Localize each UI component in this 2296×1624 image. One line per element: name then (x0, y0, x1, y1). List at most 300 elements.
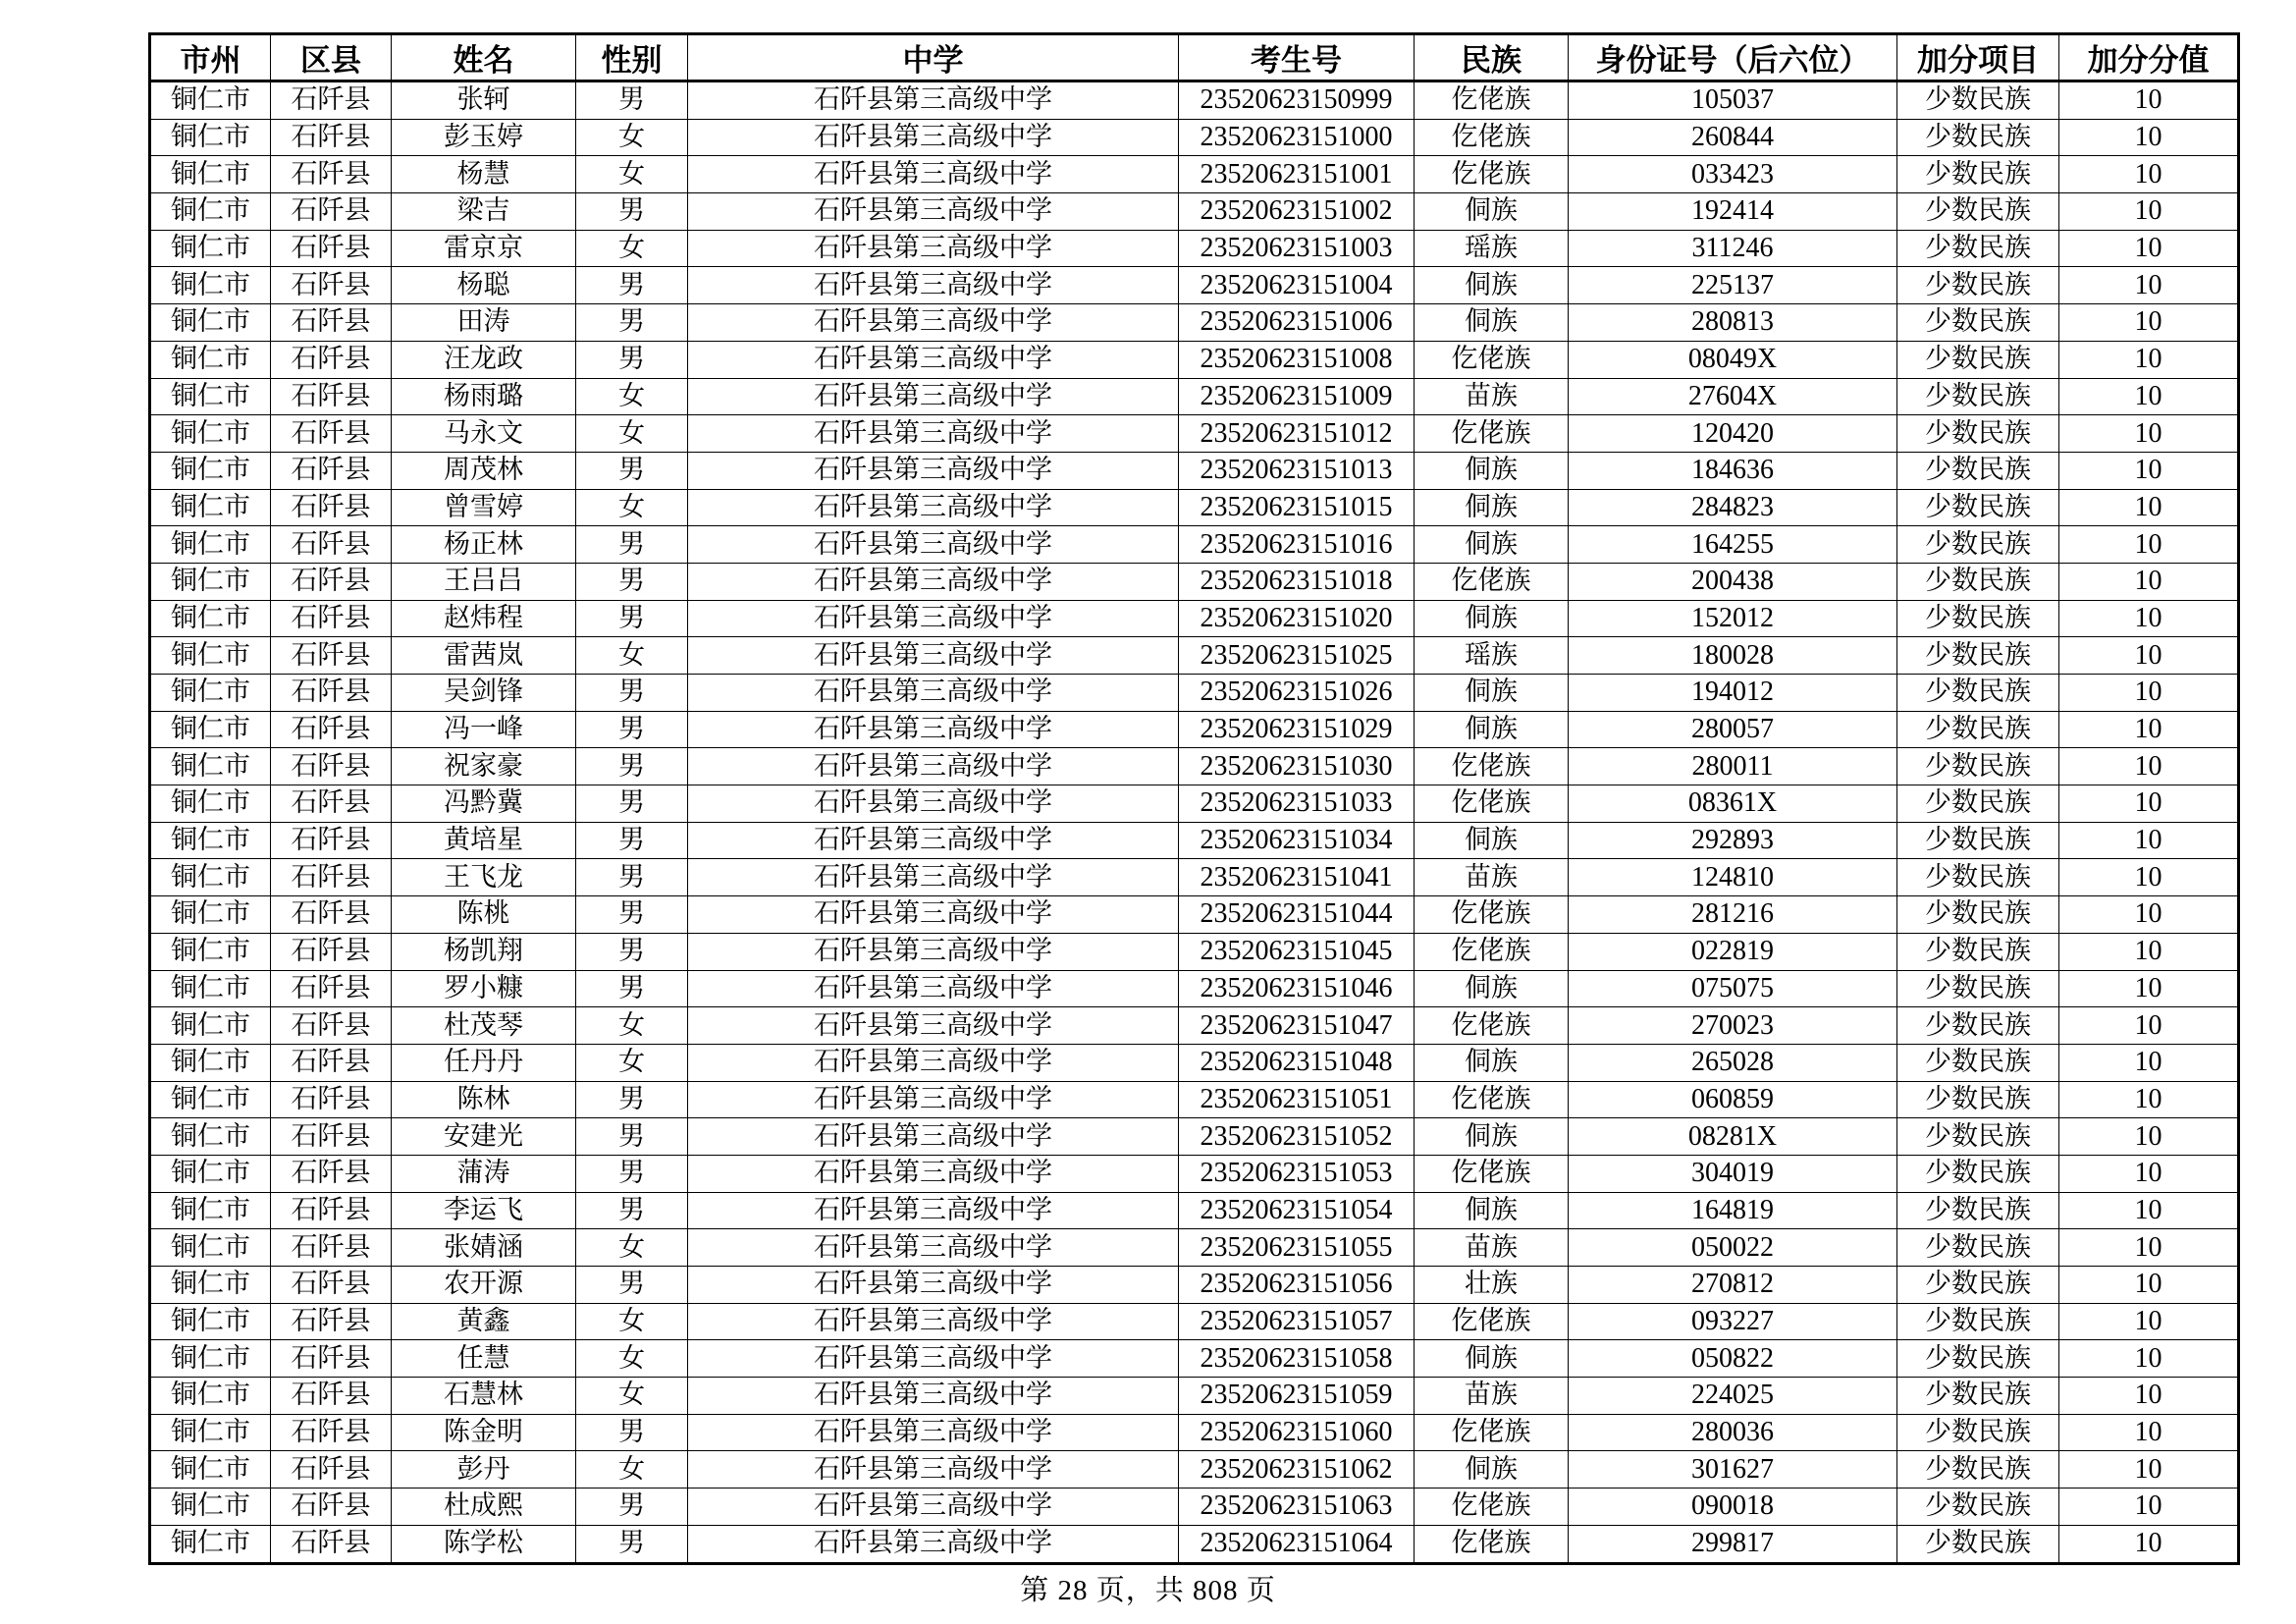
table-row (150, 675, 2239, 712)
cell-ethnicity: 仡佬族 (1415, 415, 1569, 453)
cell-county: 石阡县 (271, 1007, 392, 1045)
cell-exam-number: 23520623151055 (1179, 1229, 1415, 1267)
cell-county: 石阡县 (271, 970, 392, 1007)
cell-county: 石阡县 (271, 1525, 392, 1563)
cell-name: 雷茜岚 (392, 637, 576, 675)
cell-county: 石阡县 (271, 1451, 392, 1489)
cell-bonus-item: 少数民族 (1897, 1081, 2059, 1118)
cell-school: 石阡县第三高级中学 (688, 1192, 1179, 1229)
cell-bonus-item: 少数民族 (1897, 1155, 2059, 1192)
cell-gender: 男 (576, 267, 688, 304)
cell-id-last-six: 292893 (1569, 822, 1897, 859)
cell-bonus-item: 少数民族 (1897, 1378, 2059, 1415)
cell-school: 石阡县第三高级中学 (688, 1489, 1179, 1526)
cell-bonus-value: 10 (2059, 119, 2239, 156)
cell-exam-number: 23520623151056 (1179, 1267, 1415, 1304)
cell-city: 铜仁市 (150, 1414, 271, 1451)
cell-gender: 女 (576, 489, 688, 526)
table-row (150, 341, 2239, 378)
cell-city: 铜仁市 (150, 267, 271, 304)
cell-name: 陈林 (392, 1081, 576, 1118)
cell-city: 铜仁市 (150, 1192, 271, 1229)
cell-gender: 女 (576, 1340, 688, 1378)
cell-city: 铜仁市 (150, 119, 271, 156)
cell-city: 铜仁市 (150, 1303, 271, 1340)
cell-exam-number: 23520623151063 (1179, 1489, 1415, 1526)
cell-school: 石阡县第三高级中学 (688, 193, 1179, 231)
table-row (150, 822, 2239, 859)
cell-id-last-six: 090018 (1569, 1489, 1897, 1526)
cell-exam-number: 23520623151045 (1179, 933, 1415, 970)
table-row (150, 1229, 2239, 1267)
cell-gender: 男 (576, 711, 688, 748)
cell-city: 铜仁市 (150, 563, 271, 600)
cell-county: 石阡县 (271, 1155, 392, 1192)
cell-id-last-six: 280011 (1569, 748, 1897, 785)
table-row (150, 489, 2239, 526)
cell-name: 吴剑锋 (392, 675, 576, 712)
cell-exam-number: 23520623151057 (1179, 1303, 1415, 1340)
cell-county: 石阡县 (271, 600, 392, 637)
cell-ethnicity: 仡佬族 (1415, 119, 1569, 156)
cell-exam-number: 23520623151012 (1179, 415, 1415, 453)
cell-bonus-value: 10 (2059, 1451, 2239, 1489)
cell-school: 石阡县第三高级中学 (688, 1229, 1179, 1267)
cell-name: 杜茂琴 (392, 1007, 576, 1045)
cell-bonus-value: 10 (2059, 1525, 2239, 1563)
cell-id-last-six: 311246 (1569, 230, 1897, 267)
header-school: 中学 (688, 34, 1179, 81)
table-row (150, 1414, 2239, 1451)
cell-id-last-six: 08361X (1569, 785, 1897, 823)
table-row (150, 563, 2239, 600)
cell-name: 彭玉婷 (392, 119, 576, 156)
table-row (150, 81, 2239, 120)
cell-city: 铜仁市 (150, 341, 271, 378)
cell-exam-number: 23520623151000 (1179, 119, 1415, 156)
cell-id-last-six: 192414 (1569, 193, 1897, 231)
header-id-last-six: 身份证号（后六位） (1569, 34, 1897, 81)
cell-name: 蒲涛 (392, 1155, 576, 1192)
cell-name: 李运飞 (392, 1192, 576, 1229)
cell-exam-number: 23520623151020 (1179, 600, 1415, 637)
table-row (150, 1192, 2239, 1229)
header-gender: 性别 (576, 34, 688, 81)
cell-bonus-item: 少数民族 (1897, 119, 2059, 156)
cell-city: 铜仁市 (150, 230, 271, 267)
table-row (150, 1118, 2239, 1156)
cell-school: 石阡县第三高级中学 (688, 1044, 1179, 1081)
cell-ethnicity: 仡佬族 (1415, 563, 1569, 600)
table-row (150, 933, 2239, 970)
cell-name: 汪龙政 (392, 341, 576, 378)
cell-bonus-value: 10 (2059, 526, 2239, 564)
cell-id-last-six: 225137 (1569, 267, 1897, 304)
cell-exam-number: 23520623151029 (1179, 711, 1415, 748)
cell-exam-number: 23520623151006 (1179, 304, 1415, 342)
cell-exam-number: 23520623151025 (1179, 637, 1415, 675)
cell-bonus-item: 少数民族 (1897, 156, 2059, 193)
cell-bonus-item: 少数民族 (1897, 1229, 2059, 1267)
cell-gender: 男 (576, 1118, 688, 1156)
cell-city: 铜仁市 (150, 637, 271, 675)
cell-school: 石阡县第三高级中学 (688, 1118, 1179, 1156)
cell-gender: 男 (576, 896, 688, 934)
cell-gender: 女 (576, 1044, 688, 1081)
table-row (150, 1340, 2239, 1378)
cell-id-last-six: 08049X (1569, 341, 1897, 378)
cell-county: 石阡县 (271, 675, 392, 712)
cell-exam-number: 23520623151051 (1179, 1081, 1415, 1118)
cell-ethnicity: 侗族 (1415, 675, 1569, 712)
cell-bonus-item: 少数民族 (1897, 859, 2059, 896)
cell-county: 石阡县 (271, 526, 392, 564)
cell-name: 祝家豪 (392, 748, 576, 785)
cell-bonus-value: 10 (2059, 1007, 2239, 1045)
cell-school: 石阡县第三高级中学 (688, 119, 1179, 156)
cell-county: 石阡县 (271, 1303, 392, 1340)
cell-city: 铜仁市 (150, 1525, 271, 1563)
cell-gender: 女 (576, 1303, 688, 1340)
cell-county: 石阡县 (271, 637, 392, 675)
cell-school: 石阡县第三高级中学 (688, 637, 1179, 675)
cell-bonus-value: 10 (2059, 452, 2239, 489)
cell-ethnicity: 苗族 (1415, 1229, 1569, 1267)
cell-id-last-six: 124810 (1569, 859, 1897, 896)
cell-county: 石阡县 (271, 415, 392, 453)
table-row (150, 896, 2239, 934)
cell-county: 石阡县 (271, 1081, 392, 1118)
table-row (150, 1525, 2239, 1563)
cell-gender: 男 (576, 341, 688, 378)
cell-exam-number: 23520623151041 (1179, 859, 1415, 896)
header-ethnicity: 民族 (1415, 34, 1569, 81)
cell-school: 石阡县第三高级中学 (688, 526, 1179, 564)
table-body (150, 81, 2239, 1564)
cell-county: 石阡县 (271, 1489, 392, 1526)
cell-ethnicity: 仡佬族 (1415, 933, 1569, 970)
cell-bonus-value: 10 (2059, 785, 2239, 823)
cell-exam-number: 23520623151034 (1179, 822, 1415, 859)
cell-ethnicity: 仡佬族 (1415, 1303, 1569, 1340)
cell-name: 彭丹 (392, 1451, 576, 1489)
cell-school: 石阡县第三高级中学 (688, 1267, 1179, 1304)
cell-exam-number: 23520623151062 (1179, 1451, 1415, 1489)
cell-ethnicity: 瑶族 (1415, 230, 1569, 267)
cell-id-last-six: 265028 (1569, 1044, 1897, 1081)
cell-bonus-value: 10 (2059, 341, 2239, 378)
cell-name: 黄鑫 (392, 1303, 576, 1340)
table-row (150, 415, 2239, 453)
cell-id-last-six: 120420 (1569, 415, 1897, 453)
cell-id-last-six: 270812 (1569, 1267, 1897, 1304)
cell-bonus-item: 少数民族 (1897, 193, 2059, 231)
cell-city: 铜仁市 (150, 156, 271, 193)
cell-school: 石阡县第三高级中学 (688, 1451, 1179, 1489)
cell-city: 铜仁市 (150, 1155, 271, 1192)
cell-bonus-item: 少数民族 (1897, 970, 2059, 1007)
cell-city: 铜仁市 (150, 711, 271, 748)
cell-county: 石阡县 (271, 785, 392, 823)
cell-county: 石阡县 (271, 711, 392, 748)
table-row (150, 1378, 2239, 1415)
cell-school: 石阡县第三高级中学 (688, 1007, 1179, 1045)
cell-bonus-value: 10 (2059, 230, 2239, 267)
cell-county: 石阡县 (271, 304, 392, 342)
header-name: 姓名 (392, 34, 576, 81)
cell-id-last-six: 08281X (1569, 1118, 1897, 1156)
table-row (150, 1155, 2239, 1192)
cell-bonus-value: 10 (2059, 1303, 2239, 1340)
cell-exam-number: 23520623150999 (1179, 81, 1415, 120)
cell-gender: 男 (576, 1525, 688, 1563)
cell-ethnicity: 侗族 (1415, 1118, 1569, 1156)
cell-exam-number: 23520623151002 (1179, 193, 1415, 231)
cell-id-last-six: 299817 (1569, 1525, 1897, 1563)
cell-id-last-six: 184636 (1569, 452, 1897, 489)
cell-city: 铜仁市 (150, 748, 271, 785)
cell-city: 铜仁市 (150, 1081, 271, 1118)
cell-school: 石阡县第三高级中学 (688, 452, 1179, 489)
cell-bonus-value: 10 (2059, 1229, 2239, 1267)
cell-id-last-six: 164255 (1569, 526, 1897, 564)
cell-ethnicity: 侗族 (1415, 489, 1569, 526)
cell-city: 铜仁市 (150, 1229, 271, 1267)
cell-id-last-six: 164819 (1569, 1192, 1897, 1229)
cell-gender: 男 (576, 1267, 688, 1304)
cell-id-last-six: 224025 (1569, 1378, 1897, 1415)
cell-gender: 男 (576, 970, 688, 1007)
cell-county: 石阡县 (271, 1267, 392, 1304)
cell-county: 石阡县 (271, 193, 392, 231)
cell-ethnicity: 侗族 (1415, 452, 1569, 489)
table-row (150, 1267, 2239, 1304)
cell-gender: 女 (576, 637, 688, 675)
cell-bonus-value: 10 (2059, 1378, 2239, 1415)
cell-name: 农开源 (392, 1267, 576, 1304)
cell-bonus-item: 少数民族 (1897, 1044, 2059, 1081)
cell-city: 铜仁市 (150, 1044, 271, 1081)
cell-name: 杨慧 (392, 156, 576, 193)
cell-name: 雷京京 (392, 230, 576, 267)
cell-bonus-value: 10 (2059, 1044, 2239, 1081)
cell-ethnicity: 仡佬族 (1415, 1489, 1569, 1526)
cell-county: 石阡县 (271, 230, 392, 267)
cell-bonus-value: 10 (2059, 267, 2239, 304)
cell-school: 石阡县第三高级中学 (688, 933, 1179, 970)
cell-city: 铜仁市 (150, 1007, 271, 1045)
cell-bonus-value: 10 (2059, 193, 2239, 231)
table-row (150, 637, 2239, 675)
cell-bonus-value: 10 (2059, 563, 2239, 600)
cell-city: 铜仁市 (150, 526, 271, 564)
cell-id-last-six: 280057 (1569, 711, 1897, 748)
cell-ethnicity: 壮族 (1415, 1267, 1569, 1304)
table-row (150, 193, 2239, 231)
cell-ethnicity: 侗族 (1415, 193, 1569, 231)
cell-gender: 男 (576, 748, 688, 785)
cell-exam-number: 23520623151018 (1179, 563, 1415, 600)
cell-gender: 女 (576, 119, 688, 156)
table-row (150, 748, 2239, 785)
cell-name: 冯黔冀 (392, 785, 576, 823)
cell-school: 石阡县第三高级中学 (688, 822, 1179, 859)
cell-ethnicity: 侗族 (1415, 1340, 1569, 1378)
cell-gender: 女 (576, 1451, 688, 1489)
cell-county: 石阡县 (271, 1229, 392, 1267)
cell-exam-number: 23520623151059 (1179, 1378, 1415, 1415)
cell-bonus-value: 10 (2059, 970, 2239, 1007)
cell-bonus-item: 少数民族 (1897, 1340, 2059, 1378)
cell-name: 杜成熙 (392, 1489, 576, 1526)
cell-bonus-value: 10 (2059, 748, 2239, 785)
table-row (150, 859, 2239, 896)
cell-ethnicity: 侗族 (1415, 711, 1569, 748)
cell-exam-number: 23520623151008 (1179, 341, 1415, 378)
cell-id-last-six: 060859 (1569, 1081, 1897, 1118)
cell-bonus-item: 少数民族 (1897, 637, 2059, 675)
header-county: 区县 (271, 34, 392, 81)
cell-gender: 男 (576, 1155, 688, 1192)
cell-ethnicity: 苗族 (1415, 378, 1569, 415)
cell-bonus-item: 少数民族 (1897, 230, 2059, 267)
cell-ethnicity: 仡佬族 (1415, 1414, 1569, 1451)
cell-bonus-item: 少数民族 (1897, 785, 2059, 823)
cell-exam-number: 23520623151004 (1179, 267, 1415, 304)
cell-county: 石阡县 (271, 1414, 392, 1451)
cell-id-last-six: 260844 (1569, 119, 1897, 156)
cell-id-last-six: 280036 (1569, 1414, 1897, 1451)
cell-name: 任慧 (392, 1340, 576, 1378)
cell-ethnicity: 侗族 (1415, 1044, 1569, 1081)
cell-city: 铜仁市 (150, 452, 271, 489)
cell-bonus-item: 少数民族 (1897, 378, 2059, 415)
cell-exam-number: 23520623151013 (1179, 452, 1415, 489)
cell-name: 石慧林 (392, 1378, 576, 1415)
table-row (150, 1007, 2239, 1045)
cell-bonus-value: 10 (2059, 1155, 2239, 1192)
table-row (150, 711, 2239, 748)
cell-city: 铜仁市 (150, 1489, 271, 1526)
cell-bonus-item: 少数民族 (1897, 1489, 2059, 1526)
cell-bonus-value: 10 (2059, 489, 2239, 526)
cell-county: 石阡县 (271, 933, 392, 970)
cell-city: 铜仁市 (150, 1340, 271, 1378)
cell-gender: 男 (576, 1081, 688, 1118)
cell-city: 铜仁市 (150, 193, 271, 231)
cell-ethnicity: 苗族 (1415, 1378, 1569, 1415)
cell-school: 石阡县第三高级中学 (688, 1414, 1179, 1451)
bonus-points-table (148, 32, 2240, 1565)
cell-bonus-item: 少数民族 (1897, 896, 2059, 934)
cell-city: 铜仁市 (150, 970, 271, 1007)
cell-id-last-six: 152012 (1569, 600, 1897, 637)
cell-bonus-item: 少数民族 (1897, 822, 2059, 859)
cell-ethnicity: 仡佬族 (1415, 1525, 1569, 1563)
cell-bonus-value: 10 (2059, 415, 2239, 453)
cell-school: 石阡县第三高级中学 (688, 378, 1179, 415)
cell-bonus-item: 少数民族 (1897, 675, 2059, 712)
cell-school: 石阡县第三高级中学 (688, 341, 1179, 378)
cell-id-last-six: 180028 (1569, 637, 1897, 675)
cell-bonus-value: 10 (2059, 378, 2239, 415)
cell-name: 冯一峰 (392, 711, 576, 748)
cell-exam-number: 23520623151003 (1179, 230, 1415, 267)
cell-gender: 女 (576, 415, 688, 453)
cell-school: 石阡县第三高级中学 (688, 600, 1179, 637)
cell-gender: 男 (576, 563, 688, 600)
cell-school: 石阡县第三高级中学 (688, 489, 1179, 526)
cell-bonus-item: 少数民族 (1897, 600, 2059, 637)
cell-name: 陈学松 (392, 1525, 576, 1563)
cell-bonus-item: 少数民族 (1897, 1414, 2059, 1451)
cell-county: 石阡县 (271, 1192, 392, 1229)
cell-school: 石阡县第三高级中学 (688, 1340, 1179, 1378)
cell-name: 曾雪婷 (392, 489, 576, 526)
cell-city: 铜仁市 (150, 1451, 271, 1489)
cell-ethnicity: 仡佬族 (1415, 341, 1569, 378)
table-row (150, 378, 2239, 415)
cell-id-last-six: 27604X (1569, 378, 1897, 415)
cell-county: 石阡县 (271, 267, 392, 304)
header-bonus-value: 加分分值 (2059, 34, 2239, 81)
cell-name: 张轲 (392, 81, 576, 120)
cell-county: 石阡县 (271, 378, 392, 415)
cell-school: 石阡县第三高级中学 (688, 563, 1179, 600)
cell-gender: 女 (576, 1007, 688, 1045)
cell-name: 张婧涵 (392, 1229, 576, 1267)
cell-exam-number: 23520623151030 (1179, 748, 1415, 785)
cell-city: 铜仁市 (150, 1118, 271, 1156)
cell-county: 石阡县 (271, 859, 392, 896)
cell-ethnicity: 侗族 (1415, 267, 1569, 304)
cell-gender: 男 (576, 859, 688, 896)
header-exam-number: 考生号 (1179, 34, 1415, 81)
cell-gender: 男 (576, 675, 688, 712)
cell-gender: 女 (576, 1378, 688, 1415)
cell-county: 石阡县 (271, 81, 392, 120)
cell-bonus-item: 少数民族 (1897, 267, 2059, 304)
cell-bonus-item: 少数民族 (1897, 304, 2059, 342)
cell-county: 石阡县 (271, 1378, 392, 1415)
cell-bonus-item: 少数民族 (1897, 341, 2059, 378)
cell-name: 杨正林 (392, 526, 576, 564)
table-row (150, 1303, 2239, 1340)
cell-gender: 女 (576, 230, 688, 267)
table-row (150, 267, 2239, 304)
cell-ethnicity: 仡佬族 (1415, 1007, 1569, 1045)
table-header-row (150, 34, 2239, 81)
cell-bonus-value: 10 (2059, 1267, 2239, 1304)
cell-ethnicity: 仡佬族 (1415, 81, 1569, 120)
cell-bonus-item: 少数民族 (1897, 452, 2059, 489)
cell-school: 石阡县第三高级中学 (688, 748, 1179, 785)
cell-school: 石阡县第三高级中学 (688, 1081, 1179, 1118)
header-bonus-item: 加分项目 (1897, 34, 2059, 81)
cell-ethnicity: 苗族 (1415, 859, 1569, 896)
cell-exam-number: 23520623151015 (1179, 489, 1415, 526)
cell-ethnicity: 仡佬族 (1415, 785, 1569, 823)
cell-school: 石阡县第三高级中学 (688, 415, 1179, 453)
cell-bonus-item: 少数民族 (1897, 748, 2059, 785)
cell-exam-number: 23520623151009 (1179, 378, 1415, 415)
cell-ethnicity: 侗族 (1415, 822, 1569, 859)
table-row (150, 230, 2239, 267)
cell-bonus-item: 少数民族 (1897, 526, 2059, 564)
cell-gender: 男 (576, 81, 688, 120)
cell-bonus-value: 10 (2059, 1340, 2239, 1378)
cell-school: 石阡县第三高级中学 (688, 1525, 1179, 1563)
